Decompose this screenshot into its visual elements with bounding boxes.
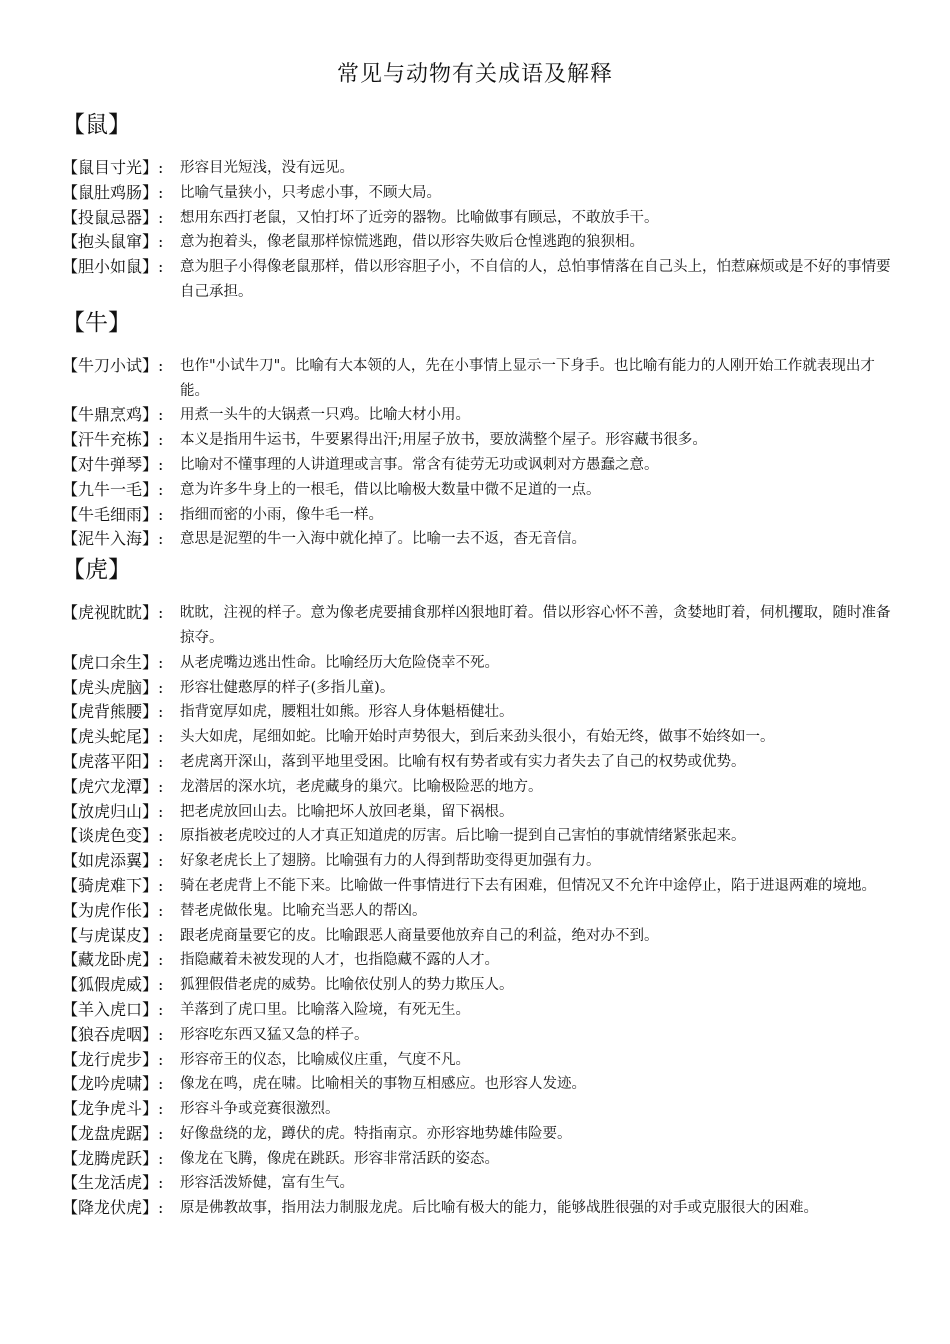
section-heading: 【虎】 [62, 557, 131, 584]
idiom-entry [62, 800, 902, 825]
idiom-term: 【鼠目寸光】: [62, 158, 164, 177]
idiom-entry [62, 478, 902, 503]
idiom-term: 【藏龙卧虎】: [62, 950, 164, 970]
idiom-definition: 眈眈，注视的样子。意为像老虎要捕食那样凶狠地盯着。借以形容心怀不善，贪婪地盯着，伺机攫取，随时准备掠夺。 [180, 605, 891, 646]
idiom-term: 【投鼠忌器】: [62, 207, 164, 227]
idiom-entry [62, 1048, 902, 1073]
idiom-term: 【羊入虎口】: [62, 999, 164, 1019]
idiom-term: 【为虎作伥】: [62, 900, 164, 920]
idiom-term: 【虎头虎脑】: [62, 677, 164, 697]
idiom-entry [62, 403, 902, 428]
idiom-definition: 意为胆子小得像老鼠那样，借以形容胆子小，不自信的人，总怕事情落在自己头上，怕惹麻烦或是不好的事情要自己承担。 [180, 259, 891, 300]
idiom-definition: 形容壮健憨厚的样子(多指儿童)。 [180, 679, 395, 696]
idiom-term: 【骑虎难下】: [62, 875, 164, 895]
idiom-definition: 指隐藏着未被发现的人才，也指隐藏不露的人才。 [180, 952, 499, 969]
idiom-definition: 老虎离开深山，落到平地里受困。比喻有权有势者或有实力者失去了自己的权势或优势。 [180, 753, 746, 770]
idiom-term: 【对牛弹琴】: [62, 454, 164, 474]
idiom-definition: 从老虎嘴边逃出性命。比喻经历大危险侥幸不死。 [180, 654, 499, 671]
idiom-entry [62, 948, 902, 973]
idiom-definition: 意思是泥塑的牛一入海中就化掉了。比喻一去不返，杳无音信。 [180, 531, 586, 548]
idiom-term: 【虎头蛇尾】: [62, 727, 164, 747]
idiom-term: 【汗牛充栋】: [62, 430, 164, 450]
idiom-term: 【抱头鼠窜】: [62, 232, 164, 252]
idiom-term: 【虎口余生】: [62, 652, 164, 672]
idiom-term: 【生龙活虎】: [62, 1173, 164, 1193]
idiom-definition: 指细而密的小雨，像牛毛一样。 [180, 506, 383, 523]
idiom-term: 【狐假虎威】: [62, 975, 164, 995]
idiom-term: 【如虎添翼】: [62, 851, 164, 871]
idiom-term: 【龙吟虎啸】: [62, 1074, 164, 1094]
idiom-entry [62, 181, 902, 206]
idiom-entry [62, 1122, 902, 1147]
idiom-definition: 原指被老虎咬过的人才真正知道虎的厉害。后比喻一提到自己害怕的事就情绪紧张起来。 [180, 828, 746, 845]
idiom-entry [62, 428, 902, 453]
idiom-entry [62, 601, 902, 651]
idiom-term: 【龙行虎步】: [62, 1049, 164, 1069]
idiom-term: 【降龙伏虎】: [62, 1198, 164, 1218]
idiom-entry [62, 849, 902, 874]
idiom-definition: 好象老虎长上了翅膀。比喻强有力的人得到帮助变得更加强有力。 [180, 853, 601, 870]
idiom-entry [62, 924, 902, 949]
idiom-definition: 形容吃东西又猛又急的样子。 [180, 1026, 369, 1043]
idiom-definition: 龙潜居的深水坑，老虎藏身的巢穴。比喻极险恶的地方。 [180, 778, 543, 795]
idiom-definition: 好像盘绕的龙，蹲伏的虎。特指南京。亦形容地势雄伟险要。 [180, 1125, 572, 1142]
idiom-definition: 形容目光短浅，没有远见。 [180, 160, 354, 176]
idiom-entry [62, 973, 902, 998]
idiom-term: 【虎落平阳】: [62, 751, 164, 771]
idiom-definition: 把老虎放回山去。比喻把坏人放回老巢，留下祸根。 [180, 803, 514, 820]
idiom-definition: 想用东西打老鼠，又怕打坏了近旁的器物。比喻做事有顾忌，不敢放手干。 [180, 209, 659, 226]
idiom-entry [62, 1097, 902, 1122]
section-heading: 【牛】 [62, 309, 131, 336]
idiom-entry [62, 700, 902, 725]
idiom-term: 【泥牛入海】: [62, 529, 164, 549]
idiom-term: 【虎穴龙潭】: [62, 776, 164, 796]
idiom-definition: 狐狸假借老虎的威势。比喻依仗别人的势力欺压人。 [180, 977, 514, 994]
idiom-entry [62, 1171, 902, 1196]
idiom-term: 【龙争虎斗】: [62, 1099, 164, 1119]
idiom-definition: 意为抱着头，像老鼠那样惊慌逃跑，借以形容失败后仓惶逃跑的狼狈相。 [180, 234, 644, 251]
idiom-term: 【虎背熊腰】: [62, 702, 164, 722]
idiom-entry [62, 354, 902, 404]
idiom-term: 【狼吞虎咽】: [62, 1024, 164, 1044]
idiom-definition: 像龙在飞腾，像虎在跳跃。形容非常活跃的姿态。 [180, 1150, 499, 1167]
idiom-term: 【放虎归山】: [62, 801, 164, 821]
idiom-definition: 比喻气量狭小，只考虑小事，不顾大局。 [180, 184, 441, 201]
idiom-entry [62, 1023, 902, 1048]
idiom-entry [62, 230, 902, 255]
idiom-entry [62, 453, 902, 478]
idiom-entry [62, 676, 902, 701]
idiom-definition: 跟老虎商量要它的皮。比喻跟恶人商量要他放弃自己的利益，绝对办不到。 [180, 927, 659, 944]
idiom-term: 【胆小如鼠】: [62, 257, 164, 277]
idiom-entry [62, 1147, 902, 1172]
idiom-term: 【牛刀小试】: [62, 355, 164, 375]
idiom-entry [62, 824, 902, 849]
idiom-definition: 羊落到了虎口里。比喻落入险境，有死无生。 [180, 1001, 470, 1018]
section-heading: 【鼠】 [62, 112, 131, 138]
idiom-entry [62, 206, 902, 231]
idiom-entry [62, 899, 902, 924]
idiom-entry [62, 1196, 902, 1221]
idiom-term: 【牛鼎烹鸡】: [62, 405, 164, 425]
idiom-definition: 意为许多牛身上的一根毛，借以比喻极大数量中微不足道的一点。 [180, 481, 601, 498]
idiom-term: 【龙腾虎跃】: [62, 1148, 164, 1168]
idiom-definition: 原是佛教故事，指用法力制服龙虎。后比喻有极大的能力，能够战胜很强的对手或克服很大的困难。 [180, 1200, 818, 1217]
document-title: 常见与动物有关成语及解释 [336, 62, 613, 87]
idiom-entry [62, 750, 902, 775]
idiom-entry [62, 651, 902, 676]
idiom-definition: 替老虎做伥鬼。比喻充当恶人的帮凶。 [180, 902, 427, 919]
idiom-definition: 形容活泼矫健，富有生气。 [180, 1175, 354, 1192]
idiom-entry [62, 527, 902, 552]
idiom-entry [62, 775, 902, 800]
idiom-definition: 骑在老虎背上不能下来。比喻做一件事情进行下去有困难，但情况又不允许中途停止，陷于进退两难的境地。 [180, 877, 876, 894]
idiom-definition: 本义是指用牛运书，牛要累得出汗;用屋子放书，要放满整个屋子。形容藏书很多。 [180, 432, 707, 449]
idiom-term: 【虎视眈眈】: [62, 603, 164, 623]
idiom-term: 【九牛一毛】: [62, 479, 164, 499]
idiom-entry [62, 725, 902, 750]
idiom-definition: 形容帝王的仪态，比喻威仪庄重，气度不凡。 [180, 1051, 470, 1068]
idiom-term: 【与虎谋皮】: [62, 925, 164, 945]
idiom-list [62, 108, 902, 1221]
idiom-term: 【鼠肚鸡肠】: [62, 182, 164, 202]
idiom-definition: 比喻对不懂事理的人讲道理或言事。常含有徒劳无功或讽刺对方愚蠢之意。 [180, 456, 659, 473]
idiom-term: 【谈虎色变】: [62, 826, 164, 846]
idiom-term: 【龙盘虎踞】: [62, 1123, 164, 1143]
idiom-entry [62, 998, 902, 1023]
idiom-definition: 也作"小试牛刀"。比喻有大本领的人，先在小事情上显示一下身手。也比喻有能力的人刚开始工作就表现出才能。 [180, 357, 875, 399]
idiom-definition: 头大如虎，尾细如蛇。比喻开始时声势很大，到后来劲头很小，有始无终，做事不始终如一。 [180, 729, 775, 746]
idiom-definition: 用煮一头牛的大锅煮一只鸡。比喻大材小用。 [180, 407, 470, 424]
idiom-entry [62, 156, 902, 181]
idiom-definition: 形容斗争或竞赛很激烈。 [180, 1101, 340, 1118]
idiom-entry [62, 1072, 902, 1097]
idiom-definition: 指背宽厚如虎，腰粗壮如熊。形容人身体魁梧健壮。 [180, 704, 514, 721]
idiom-term: 【牛毛细雨】: [62, 504, 164, 524]
idiom-entry [62, 503, 902, 528]
idiom-entry [62, 255, 902, 305]
idiom-definition: 像龙在鸣，虎在啸。比喻相关的事物互相感应。也形容人发迹。 [180, 1076, 586, 1093]
idiom-entry [62, 874, 902, 899]
